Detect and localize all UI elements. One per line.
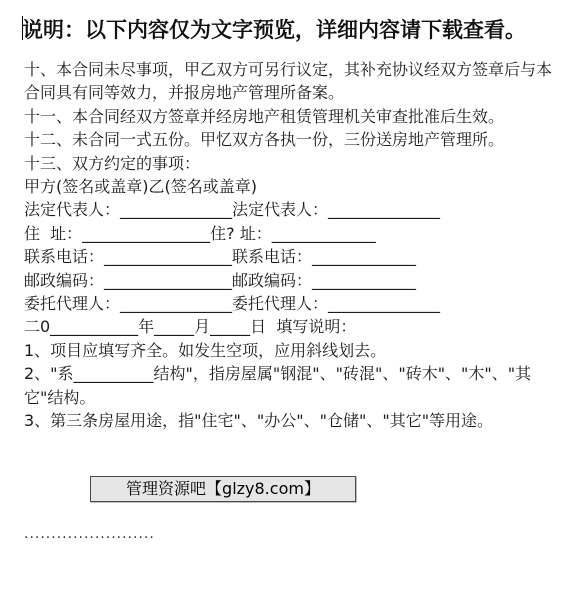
instruction-2: 2、"系__________结构"，指房屋属"钢混"、"砖混"、"砖木"、"木"、"其它"结构。 bbox=[24, 364, 532, 407]
clause-12: 十二、未合同一式五份。甲忆双方各执一份，三份送房地产管理所。 bbox=[24, 130, 505, 150]
date-line: 二0___________年_____月_____日 填写说明： bbox=[24, 317, 357, 337]
instruction-3: 3、第三条房屋用途，指"住宅"、"办公"、"仓储"、"其它"等用途。 bbox=[24, 411, 494, 431]
watermark-banner: 管理资源吧【glzy8.com】 bbox=[90, 476, 356, 502]
postal-code-line: 邮政编码：________________邮政编码：_____________ bbox=[24, 270, 417, 290]
truncation-ellipsis: ························ bbox=[24, 530, 155, 546]
signature-parties: 甲方(签名或盖章)乙(签名或盖章) bbox=[24, 177, 257, 197]
phone-line: 联系电话：________________联系电话：_____________ bbox=[24, 247, 417, 267]
legal-representative-line: 法定代表人：______________法定代表人：______________ bbox=[24, 200, 441, 220]
preview-notice: 说明：以下内容仅为文字预览，详细内容请下载查看。 bbox=[22, 18, 526, 42]
document-body bbox=[24, 58, 554, 433]
instruction-1: 1、项目应填写齐全。如发生空项，应用斜线划去。 bbox=[24, 340, 387, 360]
clause-11: 十一、本合同经双方签章并经房地产租赁管理机关审查批准后生效。 bbox=[24, 106, 505, 126]
agent-line: 委托代理人：______________委托代理人：______________ bbox=[24, 294, 441, 314]
address-line: 住 址：________________住? 址：_____________ bbox=[24, 223, 376, 243]
clause-10: 十、本合同未尽事项，甲乙双方可另行议定，其补充协议经双方签章后与本合同具有同等效力，并报房地产管理所备案。 bbox=[24, 60, 553, 103]
clause-13: 十三、双方约定的事项： bbox=[24, 153, 201, 173]
